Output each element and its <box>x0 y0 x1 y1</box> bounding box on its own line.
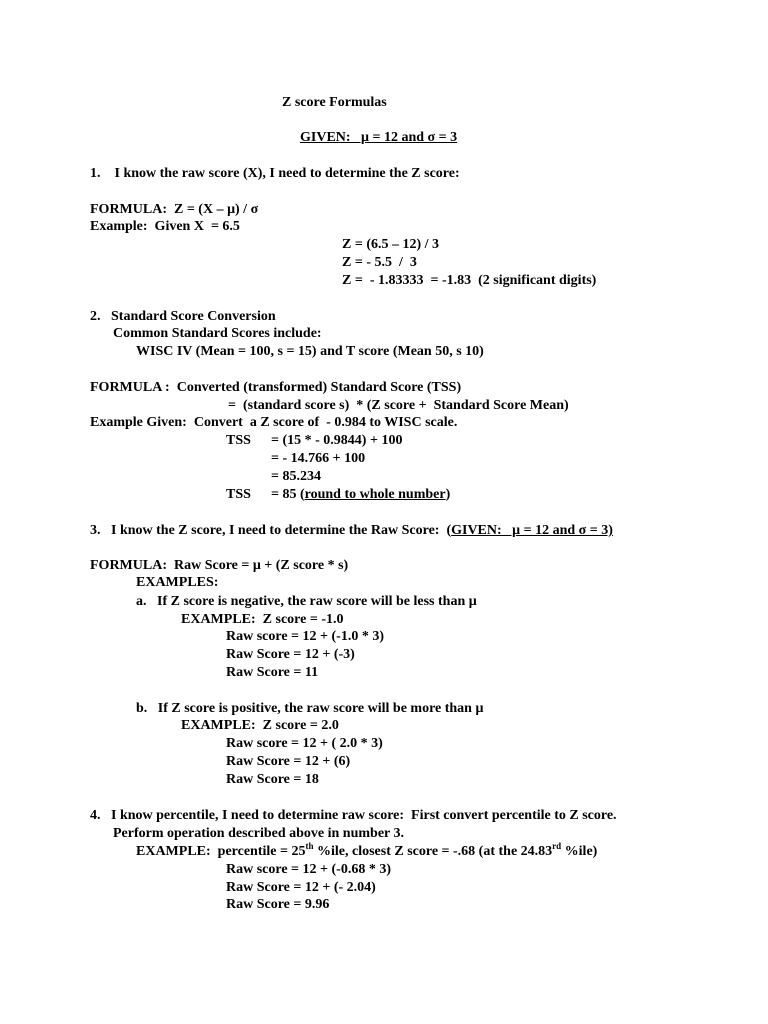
s1-work-line: Z = (6.5 – 12) / 3 <box>342 237 440 252</box>
s4-line: Raw Score = 12 + (- 2.04) <box>226 880 376 895</box>
s2-final-value: = 85 ( <box>271 487 305 502</box>
s4-sup-rd: rd <box>552 841 562 851</box>
s1-formula: FORMULA: Z = (X – μ) / σ <box>90 202 259 217</box>
s4-heading: 4. I know percentile, I need to determine raw score: First convert percentile to Z score. <box>90 808 617 823</box>
s2-heading: 2. Standard Score Conversion <box>90 309 276 324</box>
s1-example: Example: Given X = 6.5 <box>90 219 240 234</box>
s2-step: = - 14.766 + 100 <box>271 451 366 466</box>
s3-a-line: Raw score = 12 + (-1.0 * 3) <box>226 629 384 644</box>
s2-wisc: WISC IV (Mean = 100, s = 15) and T score (Mean 50, s 10) <box>136 344 484 359</box>
s2-common: Common Standard Scores include: <box>113 326 322 341</box>
s3-formula: FORMULA: Raw Score = μ + (Z score * s) <box>90 558 349 573</box>
s4-example <box>136 843 597 861</box>
s3-a-line: Raw Score = 12 + (-3) <box>226 647 355 662</box>
s2-step: = 85.234 <box>271 469 321 484</box>
s4-ex-text: EXAMPLE: percentile = 25 <box>136 844 306 859</box>
s1-heading: 1. I know the raw score (X), I need to determine the Z score: <box>90 166 460 181</box>
s2-final-label: TSS <box>226 487 251 502</box>
s3-given: GIVEN: μ = 12 and σ = 3) <box>451 523 613 538</box>
given-line: GIVEN: μ = 12 and σ = 3 <box>300 130 458 145</box>
s3-b-line: Raw Score = 12 + (6) <box>226 754 351 769</box>
s2-step: = (15 * - 0.9844) + 100 <box>271 433 403 448</box>
s2-tss-label: TSS <box>226 433 251 448</box>
s4-line: Raw score = 12 + (-0.68 * 3) <box>226 862 391 877</box>
s3-heading-text: 3. I know the Z score, I need to determine the Raw Score: ( <box>90 523 452 538</box>
s1-work-line: Z = - 1.83333 = -1.83 (2 significant digits) <box>342 273 597 288</box>
round-note: round to whole number <box>304 487 446 502</box>
s2-formula-cont: = (standard score s) * (Z score + Standard Score Mean) <box>228 398 569 413</box>
s3-b-label: b. If Z score is positive, the raw score will be more than μ <box>136 701 484 716</box>
s2-formula: FORMULA : Converted (transformed) Standard Score (TSS) <box>90 380 462 395</box>
s2-example: Example Given: Convert a Z score of - 0.984 to WISC scale. <box>90 415 458 430</box>
page-title: Z score Formulas <box>282 95 387 110</box>
s1-work-line: Z = - 5.5 / 3 <box>342 255 417 270</box>
s3-a-line: Raw Score = 11 <box>226 665 319 680</box>
s3-a-example: EXAMPLE: Z score = -1.0 <box>181 612 344 627</box>
s4-sup-th: th <box>305 841 314 851</box>
s3-a-label: a. If Z score is negative, the raw score will be less than μ <box>136 594 477 609</box>
s3-heading <box>90 522 613 540</box>
s4-ex-mid: %ile, closest Z score = -.68 (at the 24.83 <box>313 844 553 859</box>
s4-ex-post: %ile) <box>561 844 598 859</box>
s3-b-example: EXAMPLE: Z score = 2.0 <box>181 718 339 733</box>
s4-line2: Perform operation described above in number 3. <box>113 826 404 841</box>
s2-final <box>271 486 450 504</box>
s3-b-line: Raw score = 12 + ( 2.0 * 3) <box>226 736 383 751</box>
s4-line: Raw Score = 9.96 <box>226 897 330 912</box>
s3-examples: EXAMPLES: <box>136 575 219 590</box>
s3-b-line: Raw Score = 18 <box>226 772 319 787</box>
s2-final-close: ) <box>445 487 451 502</box>
